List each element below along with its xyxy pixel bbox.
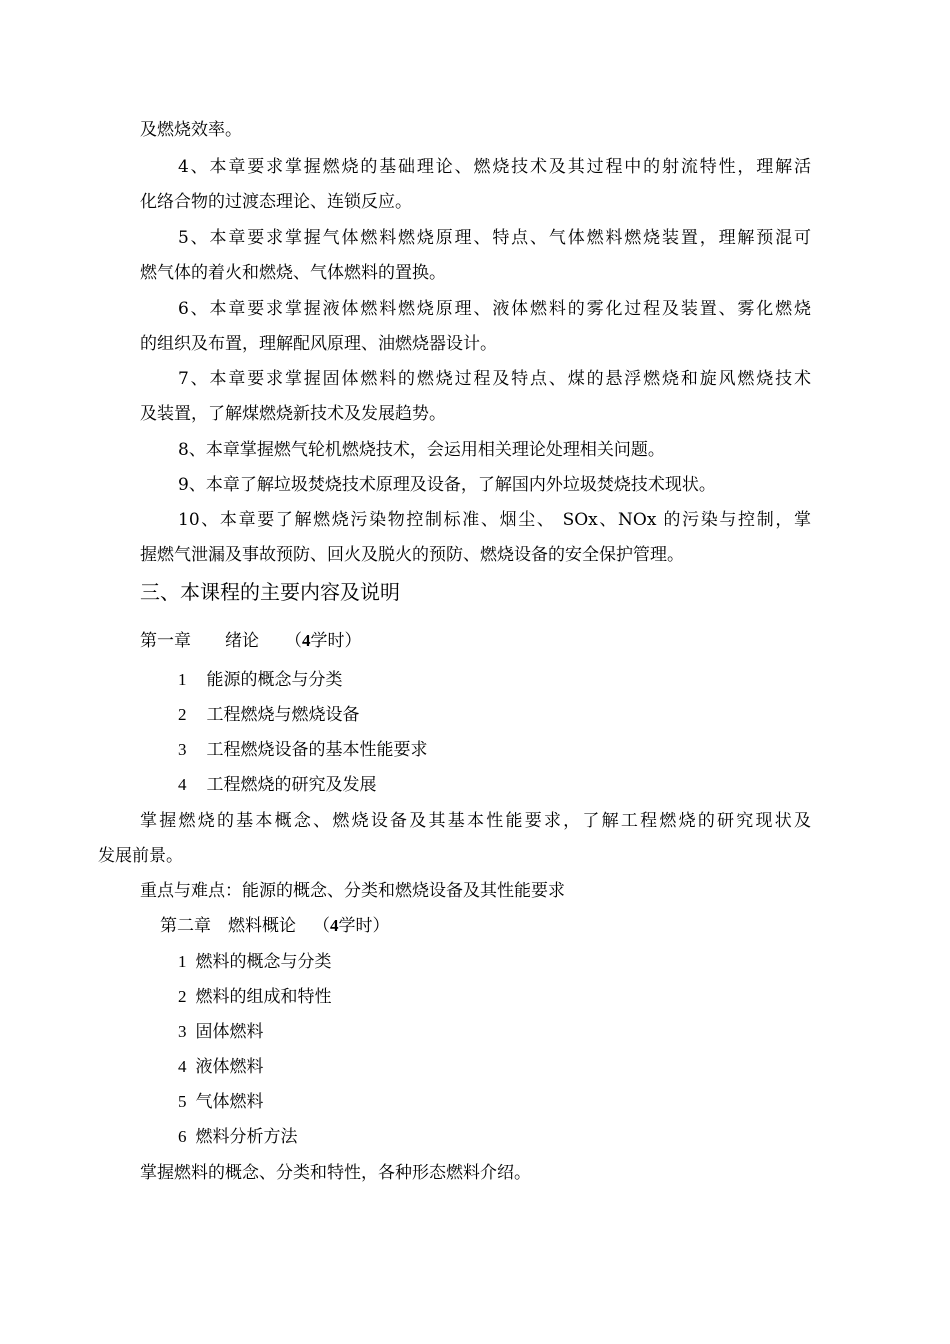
chapter-1-topic: 1 能源的概念与分类	[178, 670, 343, 690]
chapter-2-summary: 掌握燃料的概念、分类和特性，各种形态燃料介绍。	[140, 1163, 531, 1183]
chapter-2-hours-num: 4	[330, 916, 339, 935]
objective-5-line2: 燃气体的着火和燃烧、气体燃料的置换。	[140, 263, 446, 283]
chapter-2-topic: 4 液体燃料	[178, 1057, 264, 1077]
objective-10-line2: 握燃气泄漏及事故预防、回火及脱火的预防、燃烧设备的安全保护管理。	[140, 545, 684, 565]
chapter-1-summary-line2: 发展前景。	[98, 846, 183, 866]
chapter-1-hours-open: （	[285, 631, 302, 651]
chapter-1-topic: 4 工程燃烧的研究及发展	[178, 775, 377, 795]
objective-10-line1: 10、本章要了解燃烧污染物控制标准、烟尘、 SOx、NOx 的污染与控制，掌	[178, 510, 811, 530]
objective-9: 9、本章了解垃圾焚烧技术原理及设备，了解国内外垃圾焚烧技术现状。	[178, 475, 716, 495]
chapter-1-key-points: 重点与难点：能源的概念、分类和燃烧设备及其性能要求	[140, 881, 565, 901]
chapter-1-heading	[140, 629, 362, 653]
objective-6-line1: 6、本章要求掌握液体燃料燃烧原理、液体燃料的雾化过程及装置、雾化燃烧	[178, 299, 811, 319]
chapter-2-topic: 5 气体燃料	[178, 1092, 264, 1112]
chapter-2-title: 第二章	[160, 916, 211, 936]
objective-3-tail: 及燃烧效率。	[140, 120, 242, 140]
objective-4-line2: 化络合物的过渡态理论、连锁反应。	[140, 192, 412, 212]
objective-5-line1: 5、本章要求掌握气体燃料燃烧原理、特点、气体燃料燃烧装置，理解预混可	[178, 228, 811, 248]
objective-7-line2: 及装置，了解煤燃烧新技术及发展趋势。	[140, 404, 446, 424]
chapter-2-topic: 2 燃料的组成和特性	[178, 987, 332, 1007]
section-heading: 三、本课程的主要内容及说明	[140, 580, 400, 604]
objective-6-line2: 的组织及布置，理解配风原理、油燃烧器设计。	[140, 334, 497, 354]
objective-7-line1: 7、本章要求掌握固体燃料的燃烧过程及特点、煤的悬浮燃烧和旋风燃烧技术	[178, 369, 811, 389]
chapter-1-topic: 3 工程燃烧设备的基本性能要求	[178, 740, 428, 760]
objective-4-line1: 4、本章要求掌握燃烧的基础理论、燃烧技术及其过程中的射流特性，理解活	[178, 157, 811, 177]
chapter-1-title: 第一章	[140, 631, 191, 651]
chapter-1-hours-close: 学时）	[310, 631, 362, 651]
chapter-1-summary-line1: 掌握燃烧的基本概念、燃烧设备及其基本性能要求，了解工程燃烧的研究现状及	[140, 811, 811, 831]
chapter-2-topic: 1 燃料的概念与分类	[178, 952, 332, 972]
chapter-2-topic: 3 固体燃料	[178, 1022, 264, 1042]
chapter-1-hours-num: 4	[302, 631, 311, 650]
chapter-1-name: 绪论	[225, 631, 259, 651]
chapter-2-hours-open: （	[313, 916, 330, 936]
chapter-1-topic: 2 工程燃烧与燃烧设备	[178, 705, 360, 725]
chapter-2-topic: 6 燃料分析方法	[178, 1127, 298, 1147]
objective-8: 8、本章掌握燃气轮机燃烧技术，会运用相关理论处理相关问题。	[178, 440, 665, 460]
chapter-2-hours-close: 学时）	[338, 916, 390, 936]
chapter-2-heading	[160, 914, 390, 938]
chapter-2-name: 燃料概论	[228, 916, 296, 936]
